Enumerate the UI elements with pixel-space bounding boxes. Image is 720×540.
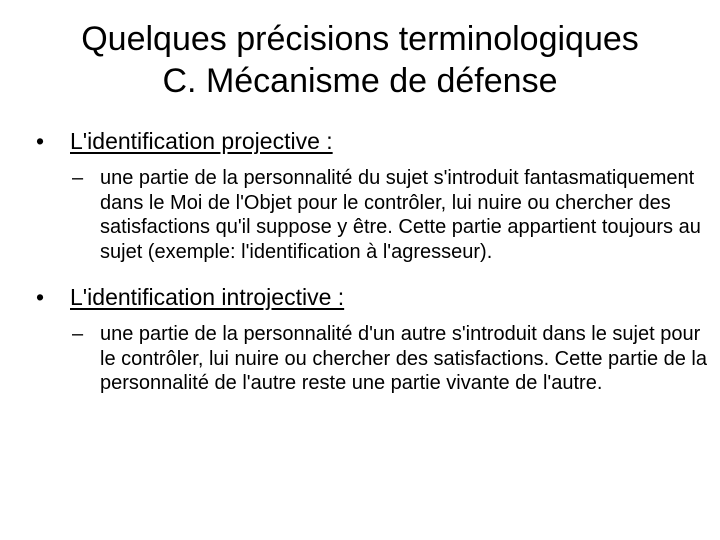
bullet-heading-introjective: L'identification introjective : [70,284,345,310]
sub-item-introjective [72,322,710,396]
bullet-item-projective [36,126,684,156]
slide-title [36,18,684,102]
slide-content [36,126,707,414]
sub-text-introjective: une partie de la personnalité d'un autre s'introduit dans le sujet pour le contrôler, lui nuire ou chercher des satisfactions. Cette partie de la personnalité de l'autre reste une partie vivante de l'autre. [100,323,707,394]
bullet-item-introjective [36,282,684,312]
bullet-icon: • [36,284,45,310]
bullet-heading-projective: L'identification projective : [70,128,333,154]
title-line-2: C. Mécanisme de défense [162,62,558,100]
title-line-1: Quelques précisions terminologiques [81,20,639,58]
dash-icon: – [72,167,84,189]
dash-icon: – [72,323,84,345]
sub-item-projective [72,166,710,264]
sub-text-projective: une partie de la personnalité du sujet s'introduit fantasmatiquement dans le Moi de l'Objet pour le contrôler, lui nuire ou chercher des satisfactions qu'il suppose y être. Cette partie appartient toujours au sujet (exemple: l'identification à l'agresseur). [100,167,701,263]
bullet-icon: • [36,128,45,154]
